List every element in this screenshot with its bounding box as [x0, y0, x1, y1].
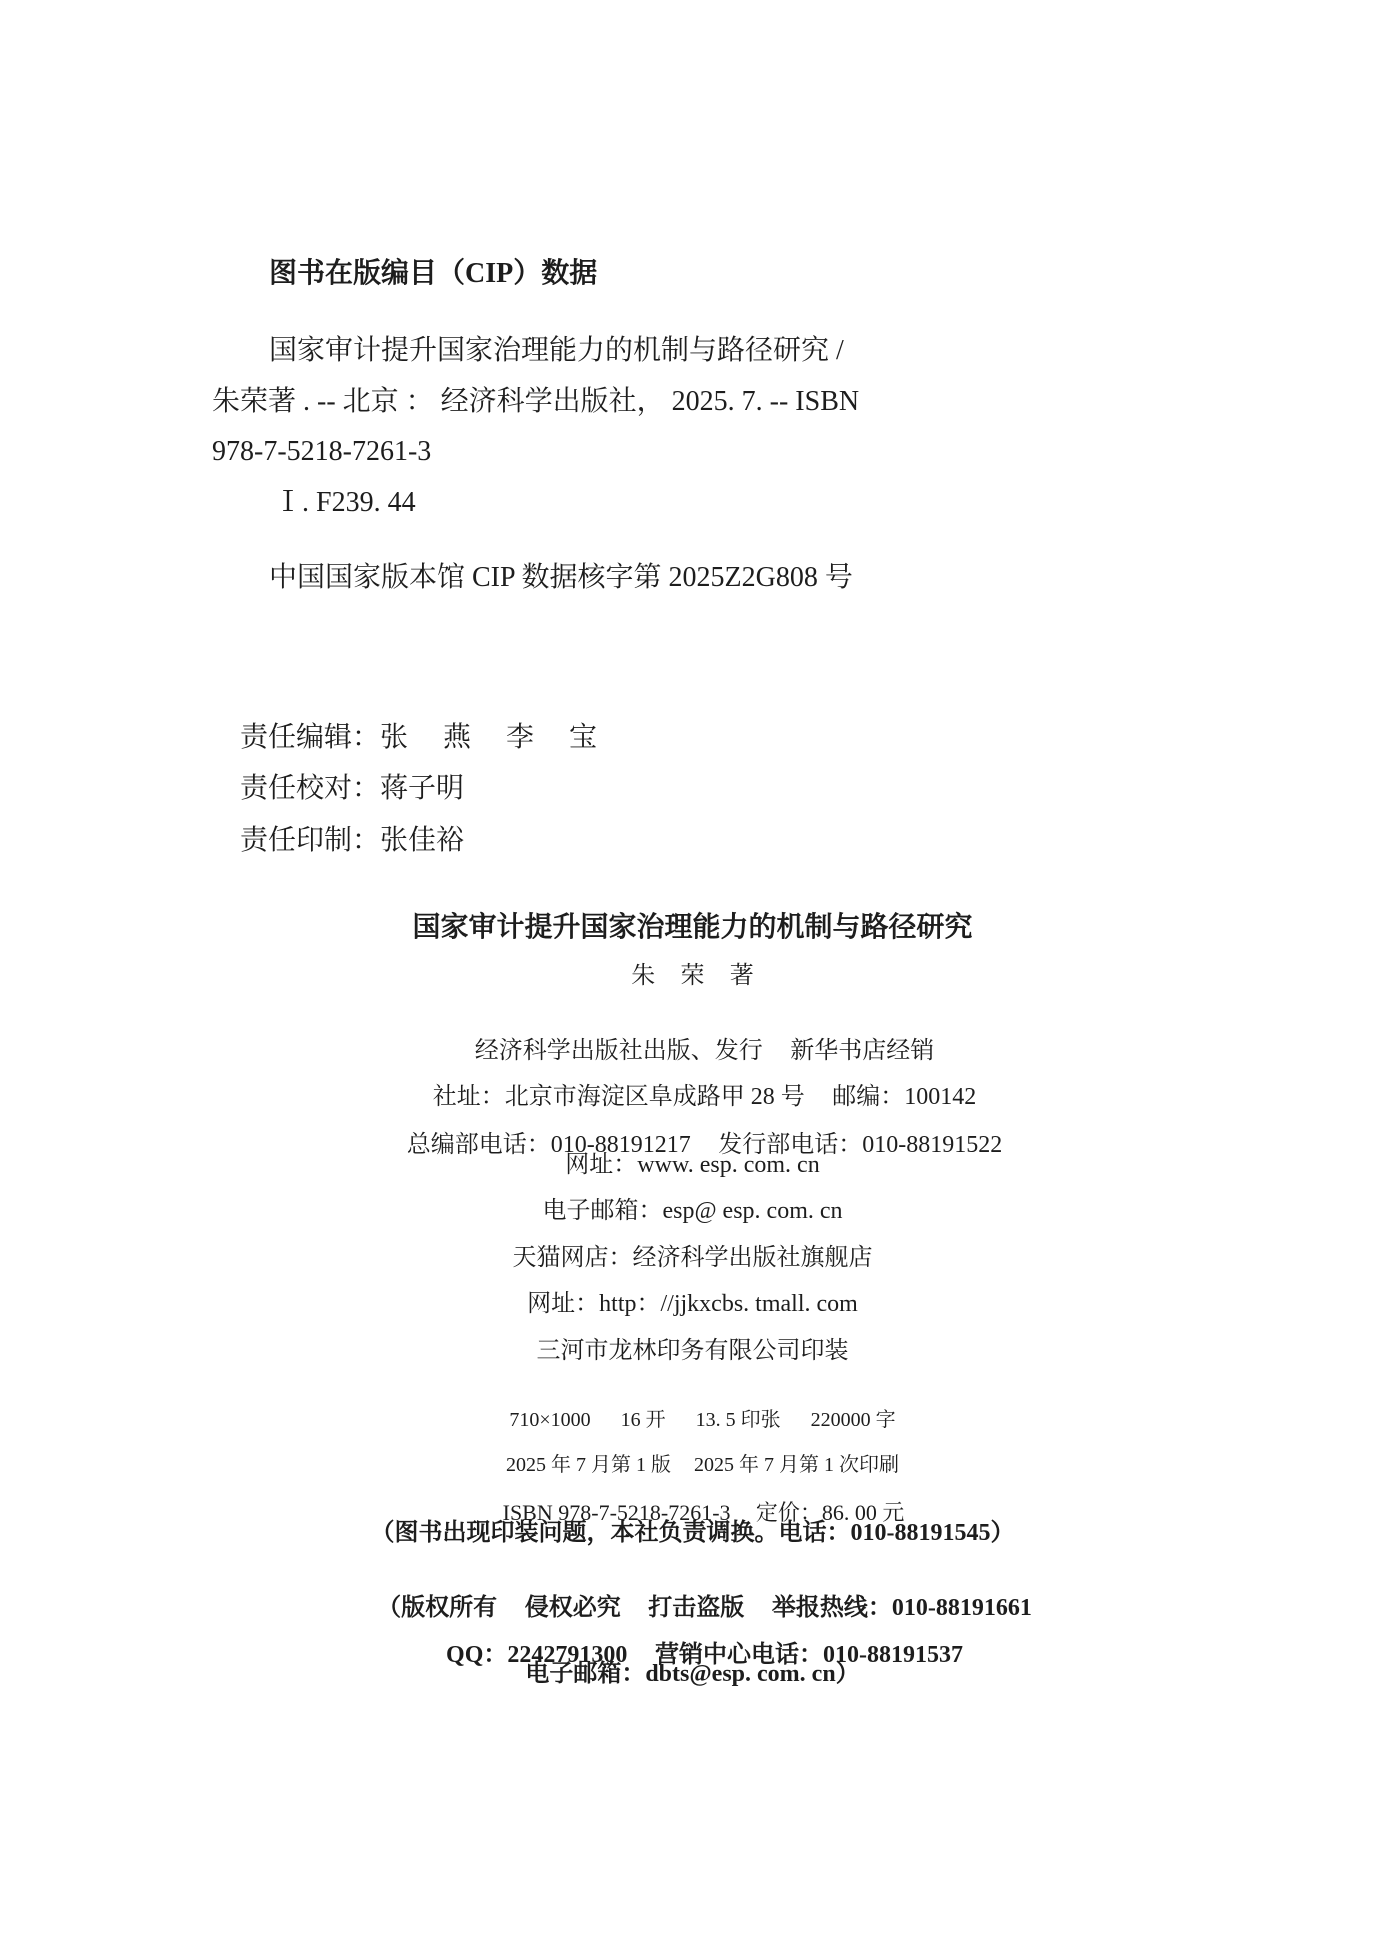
cip-classification: Ⅰ. F239. 44 — [274, 487, 416, 518]
cip-author-line: 朱荣著 . -- 北京 ： 经济科学出版社， 2025. 7. -- ISBN — [212, 386, 860, 417]
staff-label: 责任编辑： — [240, 722, 381, 753]
format-folio: 16 开 — [620, 1409, 666, 1431]
word-count: 220000 字 — [810, 1409, 896, 1431]
staff-label: 责任校对： — [240, 773, 381, 804]
staff-value: 蒋子明 — [380, 773, 465, 804]
imprint-printer: 三河市龙林印务有限公司印装 — [536, 1338, 849, 1364]
imprint-tmall-url: 网址：http：//jjkxcbs. tmall. com — [527, 1291, 858, 1317]
postcode-text: 邮编：100142 — [832, 1084, 977, 1110]
edition-text: 2025 年 7 月第 1 版 — [506, 1454, 671, 1476]
address-text: 社址：北京市海淀区阜成路甲 28 号 — [432, 1084, 805, 1110]
publisher-text: 经济科学出版社出版、发行 — [474, 1038, 763, 1064]
imprint-website: 网址：www. esp. com. cn — [565, 1152, 820, 1178]
printing-text: 2025 年 7 月第 1 次印刷 — [694, 1454, 899, 1476]
copyright-text: 侵权必究 — [524, 1595, 621, 1621]
staff-value: 张佳裕 — [380, 825, 465, 856]
copyright-text: 打击盗版 — [648, 1595, 745, 1621]
distributor-text: 新华书店经销 — [790, 1038, 935, 1064]
price-text: 定价：86. 00 元 — [755, 1500, 905, 1525]
printed-sheets: 13. 5 印张 — [695, 1409, 781, 1431]
distribution-phone: 发行部电话：010-88191522 — [718, 1132, 1003, 1158]
cip-title-line: 国家审计提升国家治理能力的机制与路径研究 / — [269, 335, 844, 366]
imprint-tmall-store: 天猫网店：经济科学出版社旗舰店 — [512, 1245, 873, 1271]
cip-heading: 图书在版编目（CIP）数据 — [269, 258, 598, 289]
format-size: 710×1000 — [509, 1409, 591, 1431]
imprint-complaint-email: 电子邮箱：dbts@esp. com. cn） — [525, 1661, 860, 1687]
staff-row-printing — [212, 796, 464, 886]
cip-number: 中国国家版本馆 CIP 数据核字第 2025Z2G808 号 — [269, 562, 853, 593]
cip-isbn-line: 978-7-5218-7261-3 — [212, 436, 432, 467]
report-hotline: 举报热线：010-88191661 — [771, 1595, 1032, 1621]
editorial-phone: 总编部电话：010-88191217 — [406, 1132, 691, 1158]
isbn-text: ISBN 978-7-5218-7261-3 — [502, 1500, 731, 1525]
staff-value: 张 燕 李 宝 — [380, 722, 598, 753]
imprint-email: 电子邮箱：esp@ esp. com. cn — [542, 1198, 843, 1224]
qq-number: QQ：2242791300 — [446, 1642, 628, 1668]
imprint-author: 朱 荣 著 — [631, 963, 754, 989]
copyright-text: （版权所有 — [377, 1595, 498, 1621]
marketing-phone: 营销中心电话：010-88191537 — [654, 1642, 963, 1668]
staff-label: 责任印制： — [240, 825, 381, 856]
imprint-notice: （图书出现印装问题，本社负责调换。电话：010-88191545） — [370, 1520, 1015, 1546]
imprint-title: 国家审计提升国家治理能力的机制与路径研究 — [412, 911, 973, 942]
